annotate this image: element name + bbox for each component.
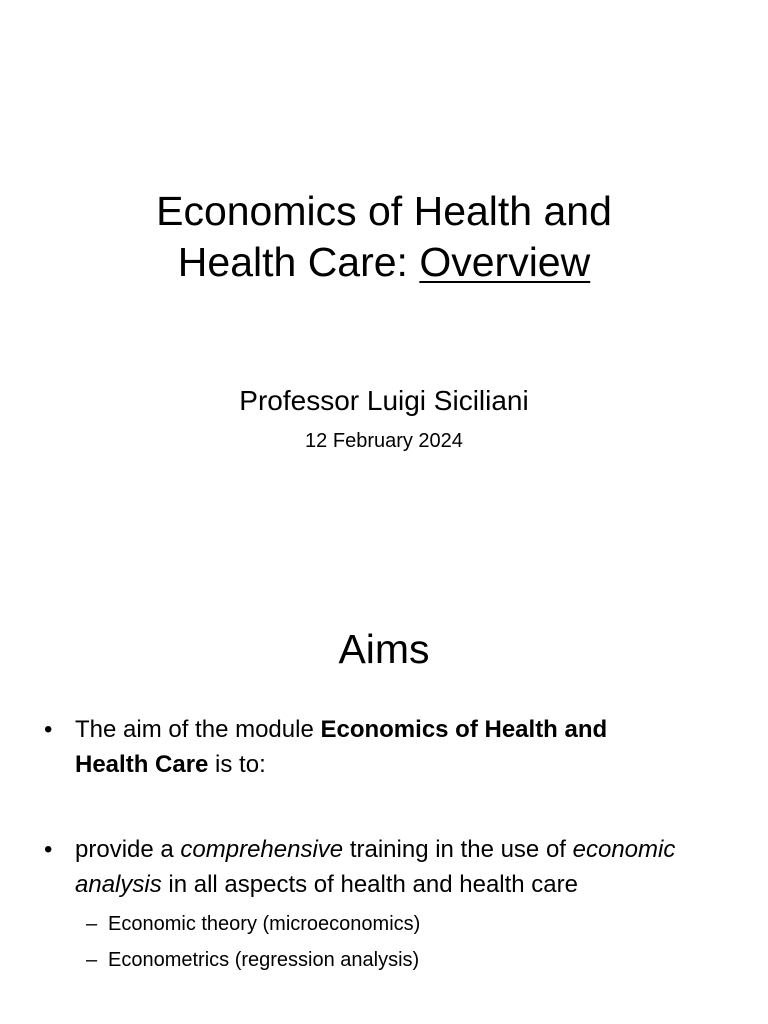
bullet-item	[0, 712, 768, 782]
bullet-text-pre: The aim of the module	[75, 716, 321, 743]
bullet-marker: •	[44, 716, 53, 743]
bullet-text-italic: economic analysis	[75, 836, 676, 898]
presenter-name: Professor Luigi Siciliani	[239, 385, 529, 416]
sub-bullet-marker: –	[86, 913, 98, 935]
bullet-item	[0, 832, 768, 978]
sub-bullet-text: Econometrics (regression analysis)	[108, 949, 420, 971]
title-underlined-word: Overview	[419, 239, 591, 285]
aims-title: Aims	[338, 626, 430, 672]
sub-bullet-list	[75, 906, 678, 978]
bullet-text-post: in all aspects of health and health care	[161, 871, 578, 898]
slide-title	[0, 186, 768, 288]
bullet-text-bold: Economics of Health and Health Care	[75, 716, 608, 778]
presentation-date: 12 February 2024	[305, 430, 463, 452]
bullet-text-italic: comprehensive	[180, 836, 344, 863]
sub-bullet-item	[75, 942, 678, 978]
bullet-text-pre: provide a	[75, 836, 181, 863]
bullet-marker: •	[44, 836, 53, 863]
aims-slide	[0, 512, 768, 1024]
sub-bullet-item	[75, 906, 678, 942]
title-line-1: Economics of Health and	[156, 188, 612, 234]
sub-bullet-text: Economic theory (microeconomics)	[108, 913, 421, 935]
sub-bullet-marker: –	[86, 949, 98, 971]
title-line-2-prefix: Health Care:	[177, 239, 420, 285]
aims-bullet-list	[0, 712, 768, 978]
bullet-text-post: is to:	[208, 751, 266, 778]
bullet-text-mid: training in the use of	[343, 836, 573, 863]
